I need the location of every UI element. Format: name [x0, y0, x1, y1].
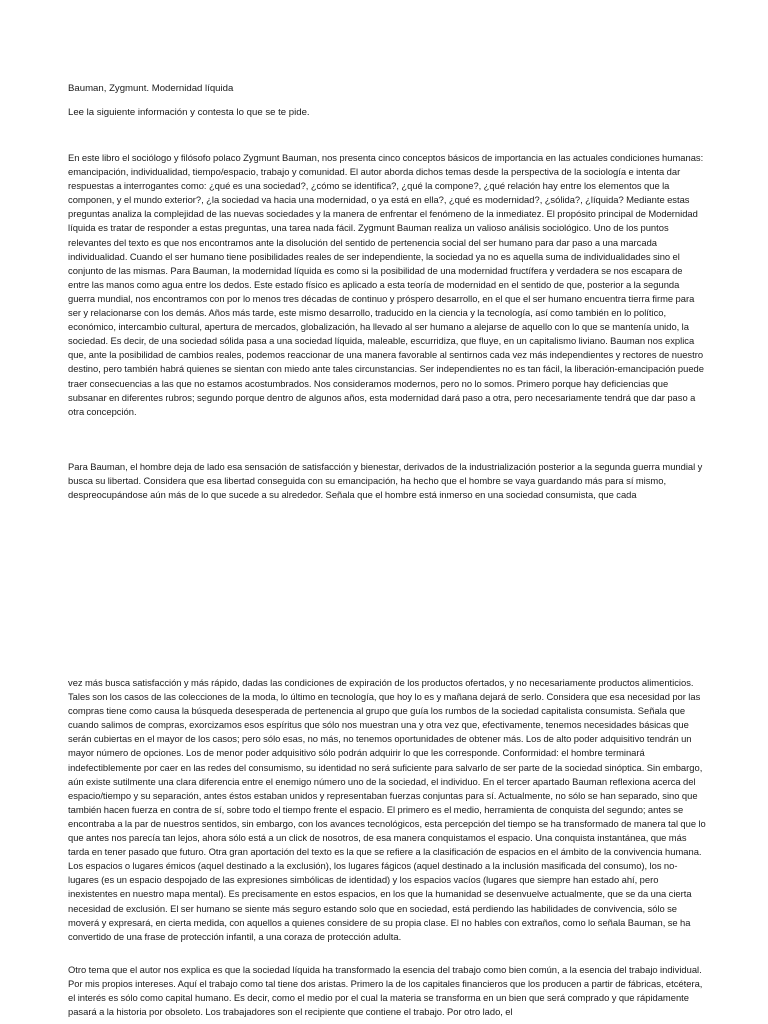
- paragraph-4: Otro tema que el autor nos explica es que la sociedad líquida ha transformado la esencia del trabajo como bien común, a la esencia del trabajo individual. Por mis propios intereses. Aquí el trabajo como tal tiene dos aristas. Primero la de los capitales financieros que los producen a partir de fábricas, etcétera, el interés es sólo como capital humano. Es decir, como el medio por el cual la materia se transforma en un bien que será comprado y que rápidamente pasará a la historia por obsoleto. Los trabajadores son el recipiente que contiene el trabajo. Por otro lado, el: [68, 964, 703, 1018]
- paragraph-1: En este libro el sociólogo y filósofo polaco Zygmunt Bauman, nos presenta cinco conceptos básicos de importancia en las actuales condiciones humanas: emancipación, individualidad, tiempo/espacio, trabajo y comunidad. El autor aborda dichos temas desde la perspectiva de la sociología e intenta dar respuestas a interrogantes como: ¿qué es una sociedad?, ¿cómo se identifica?, ¿qué la compone?, ¿qué relación hay entre los elementos que la componen, y el mundo exterior?, ¿la sociedad va hacia una modernidad, o ya está en ella?, ¿qué es modernidad?, ¿sólida?, ¿líquida? Mediante estas preguntas analiza la complejidad de las nuevas sociedades y la manera de enfrentar el fenómeno de la inmediatez. El propósito principal de Modernidad líquida es tratar de responder a estas preguntas, una tarea nada fácil. Zygmunt Bauman realiza un valioso análisis sociológico. Uno de los puntos relevantes del texto es que nos encontramos ante la disolución del sentido de pertenencia social del ser humano para dar paso a una marcada individualidad. Cuando el ser humano tiene posibilidades reales de ser independiente, la sociedad ya no es aquella suma de individualidades sino el conjunto de las mismas. Para Bauman, la modernidad líquida es como si la posibilidad de una modernidad fructífera y verdadera se nos escapara de entre las manos como agua entre los dedos. Este estado físico es aplicado a esta teoría de modernidad en el sentido de que, posterior a la segunda guerra mundial, nos encontramos con por lo menos tres décadas de continuo y próspero desarrollo, en el que el ser humano encuentra tierra firme para ser y relacionarse con los demás. Años más tarde, este mismo desarrollo, traducido en la ciencia y la tecnología, así como también en lo político, económico, intercambio cultural, apertura de mercados, globalización, ha llevado al ser humano a alejarse de aquello con lo que se mantenía unido, la sociedad. Es decir, de una sociedad sólida pasa a una sociedad líquida, maleable, escurridiza, que fluye, en un capitalismo liviano. Bauman nos explica que, ante la posibilidad de cambios reales, podemos reaccionar de una manera favorable al sentirnos cada vez más independientes y rectores de nuestro destino, pero también habrá quienes se sientan con miedo ante tales circunstancias. Ser independientes no es tan fácil, la liberación-emancipación puede traer consecuencias a las que no estamos acostumbrados. Nos consideramos modernos, pero no lo somos. Primero porque hay deficiencias que subsanar en diferentes rubros; segundo porque dentro de algunos años, esta modernidad dará paso a otra, pero necesariamente tendrá que dar paso a otra concepción.: [68, 152, 704, 417]
- paragraph-2: Para Bauman, el hombre deja de lado esa sensación de satisfacción y bienestar, derivados de la industrialización posterior a la segunda guerra mundial y busca su libertad. Considera que esa libertad conseguida con su emancipación, ha hecho que el hombre se vaya guardando más para sí mismo, despreocupándose aún más de lo que sucede a su alrededor. Señala que el hombre está inmerso en una sociedad consumista, que cada: [68, 461, 703, 501]
- paragraph-3: vez más busca satisfacción y más rápido, dadas las condiciones de expiración de los productos ofertados, y no necesariamente productos alimenticios. Tales son los casos de las colecciones de la moda, lo último en tecnología, que hoy lo es y mañana dejará de serlo. Considera que esa necesidad por las compras tiene como causa la búsqueda desesperada de pertenencia al grupo que guía los rumbos de la sociedad capitalista consumista. Señala que cuando salimos de compras, exorcizamos esos espíritus que sólo nos muestran una y otra vez que, efectivamente, tenemos necesidades básicas que serán cubiertas en el mayor de los casos; pero sólo esas, no más, no tenemos oportunidades de obtener más. Los de alto poder adquisitivo tendrán un mayor número de opciones. Los de menor poder adquisitivo sólo podrán adquirir lo que les corresponde. Conformidad: el hombre terminará indefectiblemente por caer en las redes del consumismo, su identidad no será suficiente para salvarlo de ser parte de la sociedad sinóptica. Sin embargo, aún existe sutilmente una clara diferencia entre el enemigo número uno de la sociedad, el individuo. En el tercer apartado Bauman reflexiona acerca del espacio/tiempo y su separación, antes éstos estaban unidos y representaban fuerzas conjuntas para sí. Actualmente, no sólo se han separado, sino que también hacen fuerza en contra de sí, sobre todo el tiempo frente el espacio. El primero es el medio, herramienta de conquista del segundo; antes se encontraba a la par de nuestros sentidos, sin embargo, con los avances tecnológicos, esta percepción del tiempo se ha transformado de manera tal que lo que antes nos parecía tan lejos, ahora sólo está a un click de nosotros, de esa manera conquistamos el espacio. Una conquista instantánea, que más tarda en tener pasado que futuro. Otra gran aportación del texto es la que se refiere a la clasificación de espacios en el ámbito de la convivencia humana. Los espacios o lugares émicos (aquel destinado a la exclusión), los lugares fágicos (aquel destinado a la inclusión masificada del consumo), los no-lugares (es un espacio despojado de las expresiones simbólicas de identidad) y los espacios vacíos (lugares que siempre han estado ahí, pero inexistentes en nuestro mapa mental). Es precisamente en estos espacios, en los que la humanidad se desenvuelve actualmente, que se da una cierta necesidad de exclusión. El ser humano se siente más seguro estando solo que en sociedad, está perdiendo las habilidades de convivencia, sólo se moverá y expresará, en cierta medida, con aquellos a quienes considere de su propia clase. El no hables con extraños, como lo señala Bauman, se ha convertido de una frase de protección infantil, a una coraza de protección adulta.: [68, 677, 706, 942]
- instruction-text: Lee la siguiente información y contesta lo que se te pide.: [68, 107, 310, 118]
- document-title: Bauman, Zygmunt. Modernidad líquida: [68, 83, 234, 94]
